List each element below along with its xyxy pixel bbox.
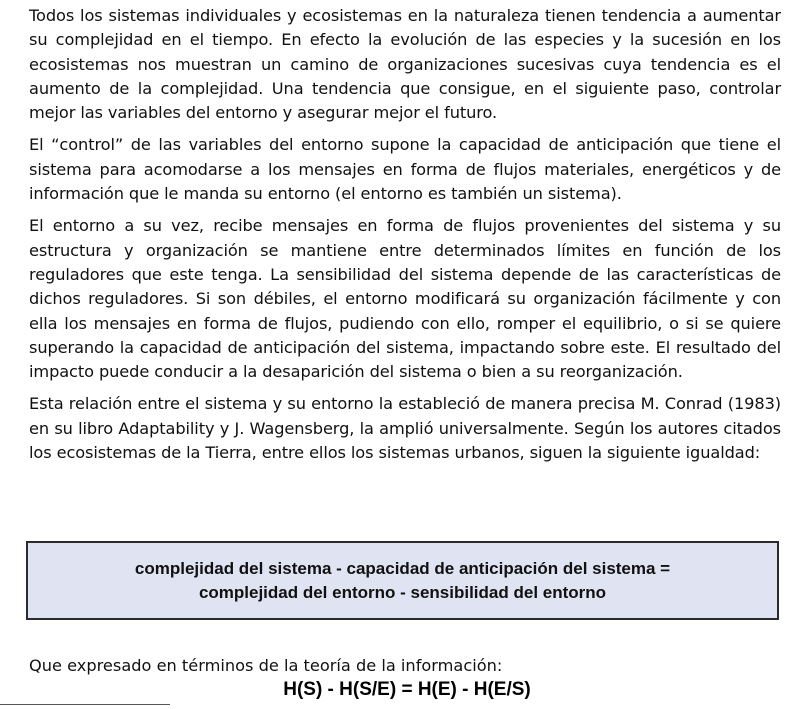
paragraph-complexity: Todos los sistemas individuales y ecosistemas en la naturaleza tienen tendencia a aumentar su complejidad en el tiempo. En efecto la evolución de las especies y la sucesión en los ecosistemas nos muestran un camino de organizaciones sucesivas cuya tendencia es el aumento de la complejidad. Una tendencia que consigue, en el siguiente paso, controlar mejor las variables del entorno y asegurar mejor el futuro.: [29, 6, 781, 123]
paragraph-control: El “control” de las variables del entorno supone la capacidad de anticipación que tiene el sistema para acomodarse a los mensajes en forma de flujos materiales, energéticos y de información que le manda su entorno (el entorno es también un sistema).: [29, 135, 781, 204]
information-theory-equation: H(S) - H(S/E) = H(E) - H(E/S): [283, 679, 531, 700]
paragraph-conrad: Esta relación entre el sistema y su entorno la estableció de manera precisa M. Conrad (1983) en su libro Adaptability y J. Wagensberg, la amplió universalmente. Según los autores citados los ecosistemas de la Tierra, entre ellos los sistemas urbanos, siguen la siguiente igualdad:: [29, 394, 781, 463]
formula-line-1: complejidad del sistema - capacidad de anticipación del sistema =: [134, 558, 671, 578]
body-text: [29, 4, 781, 473]
bottom-divider: [0, 704, 170, 705]
formula-box: [26, 541, 779, 620]
information-theory-intro: Que expresado en términos de la teoría de la información:: [29, 656, 503, 675]
paragraph-environment: El entorno a su vez, recibe mensajes en forma de flujos provenientes del sistema y su estructura y organización se mantiene entre determinados límites en función de los reguladores que este tenga. La sensibilidad del sistema depende de las características de dichos reguladores. Si son débiles, el entorno modificará su organización fácilmente y con ella los mensajes en forma de flujos, pudiendo con ello, romper el equilibrio, o si se quiere superando la capacidad de anticipación del sistema, impactando sobre este. El resultado del impacto puede conducir a la desaparición del sistema o bien a su reorganización.: [29, 216, 781, 382]
formula-line-2: complejidad del entorno - sensibilidad del entorno: [198, 582, 607, 602]
